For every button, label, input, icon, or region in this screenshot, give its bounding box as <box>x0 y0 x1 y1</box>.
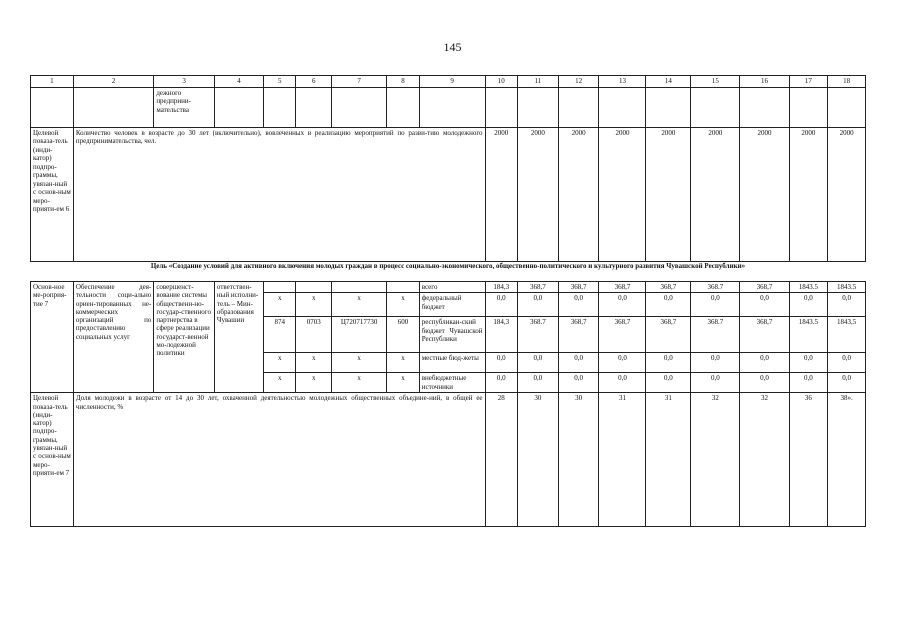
budget-code-cell <box>387 282 419 293</box>
column-number-row <box>31 76 866 88</box>
budget-code-cell: x <box>387 373 419 393</box>
column-number-cell: 14 <box>646 76 691 88</box>
value-cell: 368,7 <box>740 317 789 353</box>
value-cell: 0,0 <box>558 373 599 393</box>
value-cell: 31 <box>646 393 691 527</box>
value-cell: 0,0 <box>789 293 828 317</box>
linked-indicator-continuation: дежного предприни-мательства <box>154 87 215 127</box>
column-number-cell: 11 <box>517 76 558 88</box>
value-cell: 0,0 <box>646 293 691 317</box>
program-table-bottom <box>30 281 866 527</box>
measure-name: Обеспечение дея-тельности соци-ально ориен-тированных не-коммерческих организаций по предоставлению социальных услуг <box>73 282 153 393</box>
indicator-row-6 <box>31 127 866 261</box>
value-cell: 368,7 <box>646 317 691 353</box>
value-cell: 0,0 <box>517 353 558 373</box>
budget-code-cell <box>296 282 332 293</box>
funding-source: внебюджетные источники <box>419 373 485 393</box>
funding-source: всего <box>419 282 485 293</box>
budget-code-cell: 874 <box>264 317 296 353</box>
indicator-text: Доля молодежи в возрасте от 14 до 30 лет, охваченной деятельностью молодежных общественных объедине-ний, в общей ее численности, % <box>73 393 485 527</box>
goal-title: Цель «Создание условий для активного включения молодых граждан в процесс социально-экономического, общественно-политического и культурного развития Чувашской Республики» <box>150 262 746 270</box>
budget-code-cell: x <box>331 373 386 393</box>
value-cell: 0,0 <box>646 353 691 373</box>
column-number-cell: 15 <box>691 76 740 88</box>
value-cell: 2000 <box>828 127 866 261</box>
column-number-cell: 4 <box>214 76 263 88</box>
indicator-text: Количество человек в возрасте до 30 лет (включительно), вовлеченных в реализацию мероприятий по разви-тию молодежного предпринимательства, чел. <box>73 127 485 261</box>
budget-code-cell <box>331 282 386 293</box>
budget-code-cell: x <box>387 353 419 373</box>
linked-goal: совершенст-вование системы общественн-но-государ-ственного партнерства в сфере реализации государст-венной мо-лодежной политики <box>154 282 215 393</box>
funding-source: республикан-ский бюджет Чувашской Республики <box>419 317 485 353</box>
value-cell: 0,0 <box>517 293 558 317</box>
value-cell: 184,3 <box>485 282 517 293</box>
value-cell: 0,0 <box>517 373 558 393</box>
value-cell: 32 <box>691 393 740 527</box>
budget-code-cell: x <box>296 293 332 317</box>
column-number-cell: 12 <box>558 76 599 88</box>
column-number-cell: 10 <box>485 76 517 88</box>
value-cell: 2000 <box>599 127 646 261</box>
budget-code-cell: x <box>331 293 386 317</box>
column-number-cell: 1 <box>31 76 74 88</box>
value-cell: 0,0 <box>740 293 789 317</box>
value-cell: 0,0 <box>828 373 866 393</box>
value-cell: 368,7 <box>599 317 646 353</box>
budget-code-cell: x <box>296 373 332 393</box>
value-cell: 30 <box>517 393 558 527</box>
budget-code-cell: x <box>296 353 332 373</box>
column-number-cell: 13 <box>599 76 646 88</box>
value-cell: 30 <box>558 393 599 527</box>
value-cell: 2000 <box>740 127 789 261</box>
value-cell: 0,0 <box>485 353 517 373</box>
column-number-cell: 6 <box>296 76 332 88</box>
value-cell: 368,7 <box>517 282 558 293</box>
value-cell: 38». <box>828 393 866 527</box>
value-cell: 31 <box>599 393 646 527</box>
funding-source: местные бюд-жеты <box>419 353 485 373</box>
budget-code-cell: 0703 <box>296 317 332 353</box>
value-cell: 28 <box>485 393 517 527</box>
value-cell: 368,7 <box>646 282 691 293</box>
column-number-cell: 2 <box>73 76 153 88</box>
value-cell: 368,7 <box>558 282 599 293</box>
value-cell: 0,0 <box>691 353 740 373</box>
measure-label: Основ-ное ме-роприя-тие 7 <box>31 282 74 393</box>
executor: ответствен-ный исполни-тель – Мин-образования Чувашии <box>214 282 263 393</box>
program-table-top <box>30 75 866 262</box>
budget-code-cell: x <box>264 353 296 373</box>
value-cell: 0,0 <box>789 373 828 393</box>
column-number-cell: 16 <box>740 76 789 88</box>
value-cell: 0,0 <box>828 293 866 317</box>
value-cell: 0,0 <box>691 373 740 393</box>
column-number-cell: 7 <box>331 76 386 88</box>
measure-row <box>31 282 866 293</box>
value-cell: 0,0 <box>789 353 828 373</box>
value-cell: 2000 <box>517 127 558 261</box>
column-number-cell: 17 <box>789 76 828 88</box>
value-cell: 368.7 <box>691 317 740 353</box>
value-cell: 0,0 <box>558 293 599 317</box>
value-cell: 368.7 <box>517 317 558 353</box>
value-cell: 1843,5 <box>828 317 866 353</box>
budget-code-cell <box>264 282 296 293</box>
budget-code-cell: x <box>264 293 296 317</box>
indicator-label: Целевой показа-тель (инди-катор) подпро-граммы, увязан-ный с основ-ным меро-прияти-ем 6 <box>31 127 74 261</box>
budget-code-cell: x <box>264 373 296 393</box>
value-cell: 2000 <box>485 127 517 261</box>
value-cell: 184,3 <box>485 317 517 353</box>
budget-code-cell: Ц720717730 <box>331 317 386 353</box>
value-cell: 0,0 <box>691 293 740 317</box>
continuation-row <box>31 87 866 127</box>
value-cell: 2000 <box>558 127 599 261</box>
column-number-cell: 5 <box>264 76 296 88</box>
value-cell: 0,0 <box>485 293 517 317</box>
indicator-label: Целевой показа-тель (инди-катор) подпро-граммы, увязан-ный с основ-ным меро-прияти-ем 7 <box>31 393 74 527</box>
value-cell: 0,0 <box>828 353 866 373</box>
value-cell: 2000 <box>691 127 740 261</box>
column-number-cell: 18 <box>828 76 866 88</box>
value-cell: 368,7 <box>740 282 789 293</box>
value-cell: 0,0 <box>646 373 691 393</box>
value-cell: 368.7 <box>691 282 740 293</box>
budget-code-cell: 600 <box>387 317 419 353</box>
value-cell: 32 <box>740 393 789 527</box>
column-number-cell: 9 <box>419 76 485 88</box>
value-cell: 0,0 <box>599 373 646 393</box>
budget-code-cell: x <box>331 353 386 373</box>
column-number-cell: 8 <box>387 76 419 88</box>
value-cell: 2000 <box>646 127 691 261</box>
value-cell: 1843.5 <box>789 317 828 353</box>
value-cell: 0,0 <box>740 373 789 393</box>
value-cell: 0,0 <box>599 293 646 317</box>
page-number: 145 <box>443 40 462 54</box>
value-cell: 2000 <box>789 127 828 261</box>
value-cell: 368,7 <box>599 282 646 293</box>
value-cell: 0,0 <box>599 353 646 373</box>
value-cell: 0,0 <box>485 373 517 393</box>
value-cell: 1843.5 <box>828 282 866 293</box>
value-cell: 36 <box>789 393 828 527</box>
funding-source: федеральный бюджет <box>419 293 485 317</box>
value-cell: 1843.5 <box>789 282 828 293</box>
value-cell: 368,7 <box>558 317 599 353</box>
indicator-row-7 <box>31 393 866 527</box>
column-number-cell: 3 <box>154 76 215 88</box>
value-cell: 0,0 <box>558 353 599 373</box>
value-cell: 0,0 <box>740 353 789 373</box>
budget-code-cell: x <box>387 293 419 317</box>
